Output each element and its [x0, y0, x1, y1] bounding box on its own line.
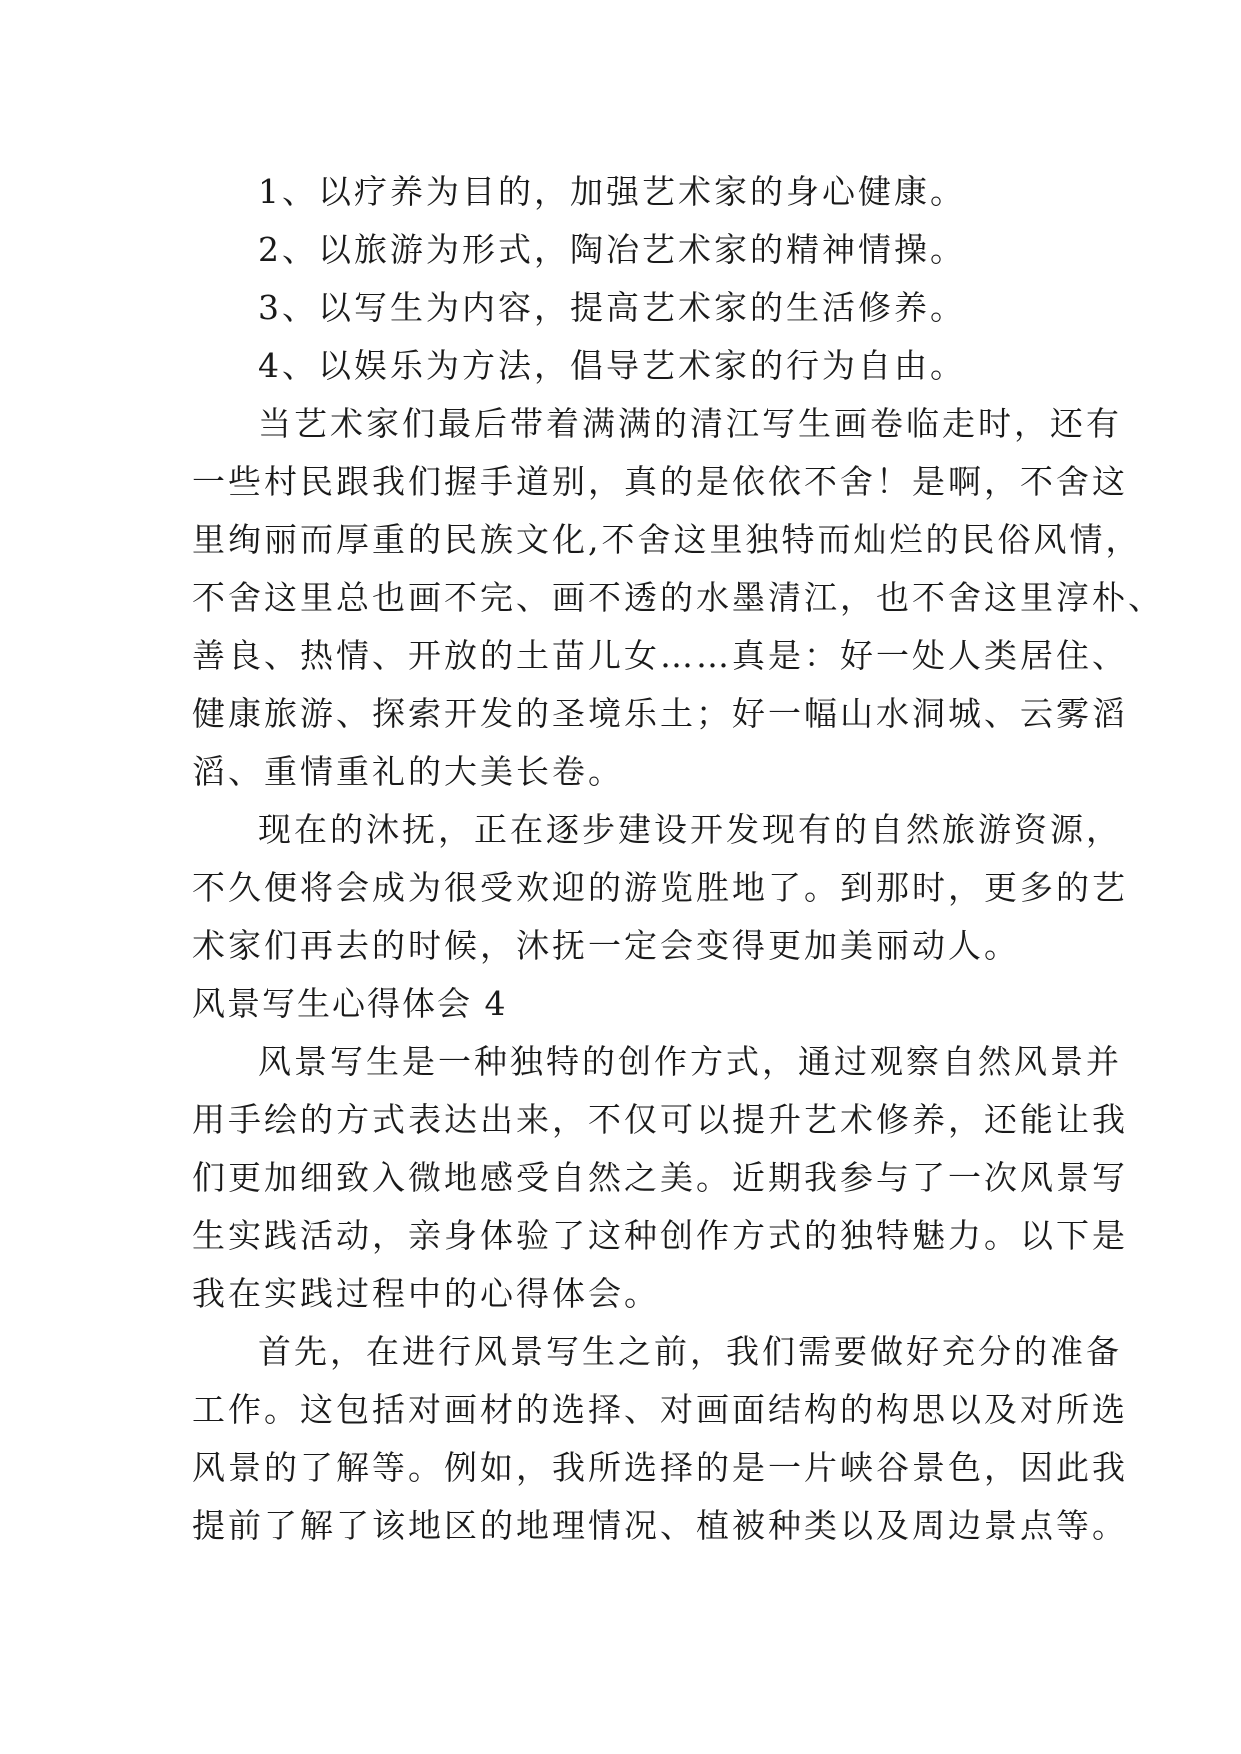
paragraph-line: 不舍这里总也画不完、画不透的水墨清江，也不舍这里淳朴、	[192, 578, 1164, 617]
paragraph-line: 里绚丽而厚重的民族文化,不舍这里独特而灿烂的民俗风情，	[192, 520, 1142, 559]
paragraph-line: 一些村民跟我们握手道别，真的是依依不舍！是啊，不舍这	[192, 462, 1128, 501]
list-item-2: 2、以旅游为形式，陶冶艺术家的精神情操。	[258, 230, 966, 269]
paragraph-line: 善良、热情、开放的土苗儿女……真是：好一处人类居住、	[192, 636, 1128, 675]
paragraph-line: 风景的了解等。例如，我所选择的是一片峡谷景色，因此我	[192, 1448, 1128, 1487]
list-item-1: 1、以疗养为目的，加强艺术家的身心健康。	[258, 172, 966, 211]
paragraph-line: 工作。这包括对画材的选择、对画面结构的构思以及对所选	[192, 1390, 1128, 1429]
paragraph-line: 当艺术家们最后带着满满的清江写生画卷临走时，还有	[258, 404, 1122, 443]
paragraph-line: 健康旅游、探索开发的圣境乐土；好一幅山水洞城、云雾滔	[192, 694, 1128, 733]
paragraph-line: 提前了解了该地区的地理情况、植被种类以及周边景点等。	[192, 1506, 1128, 1545]
paragraph-line: 们更加细致入微地感受自然之美。近期我参与了一次风景写	[192, 1158, 1128, 1197]
section-heading: 风景写生心得体会 4	[192, 984, 508, 1023]
paragraph-line: 风景写生是一种独特的创作方式，通过观察自然风景并	[258, 1042, 1122, 1081]
paragraph-line: 不久便将会成为很受欢迎的游览胜地了。到那时，更多的艺	[192, 868, 1128, 907]
paragraph-line: 首先，在进行风景写生之前，我们需要做好充分的准备	[258, 1332, 1122, 1371]
list-item-3: 3、以写生为内容，提高艺术家的生活修养。	[258, 288, 966, 327]
paragraph-line: 术家们再去的时候，沐抚一定会变得更加美丽动人。	[192, 926, 1020, 965]
document-body	[192, 163, 1164, 1555]
paragraph-line: 我在实践过程中的心得体会。	[192, 1274, 660, 1313]
paragraph-line: 现在的沐抚，正在逐步建设开发现有的自然旅游资源，	[258, 810, 1122, 849]
list-item-4: 4、以娱乐为方法，倡导艺术家的行为自由。	[258, 346, 966, 385]
paragraph-line: 用手绘的方式表达出来，不仅可以提升艺术修养，还能让我	[192, 1100, 1128, 1139]
paragraph-line: 生实践活动，亲身体验了这种创作方式的独特魅力。以下是	[192, 1216, 1128, 1255]
paragraph-line: 滔、重情重礼的大美长卷。	[192, 752, 624, 791]
